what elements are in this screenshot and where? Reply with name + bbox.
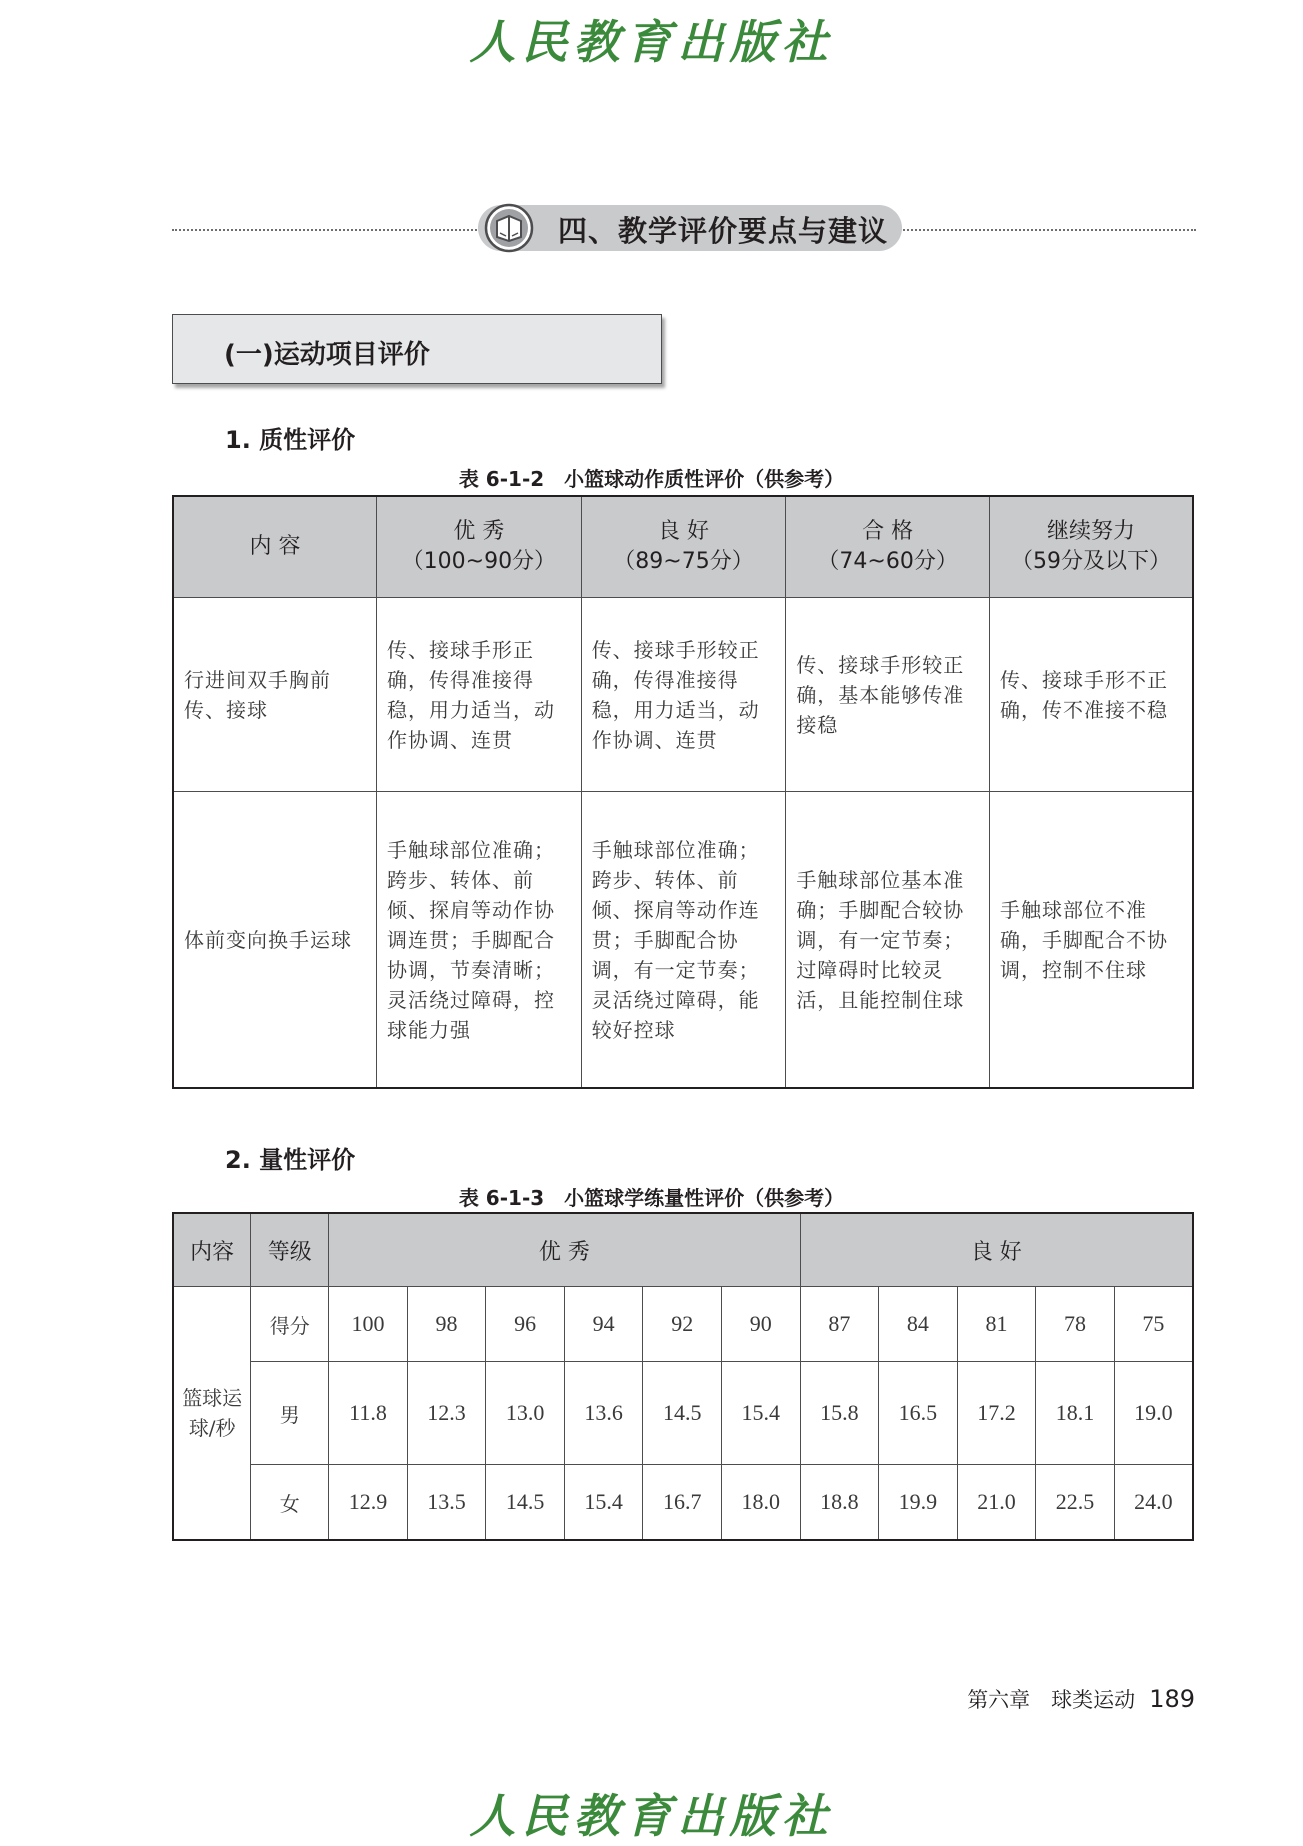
table-cell: 15.4 bbox=[564, 1465, 643, 1541]
table-cell: 21.0 bbox=[957, 1465, 1036, 1541]
header-excellent: 优 秀 （100~90分） bbox=[377, 496, 582, 598]
table-cell: 传、接球手形不正确，传不准接不稳 bbox=[989, 598, 1193, 792]
table-cell: 90 bbox=[722, 1287, 801, 1362]
header-pass: 合 格 （74~60分） bbox=[786, 496, 990, 598]
subsection-title: (一)运动项目评价 bbox=[224, 340, 430, 370]
table-cell: 81 bbox=[957, 1287, 1036, 1362]
score-label: 得分 bbox=[251, 1287, 329, 1362]
female-label: 女 bbox=[251, 1465, 329, 1541]
table-cell: 94 bbox=[564, 1287, 643, 1362]
table-cell: 75 bbox=[1114, 1287, 1193, 1362]
page-footer bbox=[967, 1684, 1195, 1714]
table-cell: 传、接球手形较正确，基本能够传准接稳 bbox=[786, 598, 990, 792]
table-cell: 手触球部位准确；跨步、转体、前倾、探肩等动作协调连贯；手脚配合协调，节奏清晰；灵活绕过障碍，控球能力强 bbox=[377, 792, 582, 1089]
table-cell: 15.4 bbox=[722, 1362, 801, 1465]
header-excellent: 优 秀 bbox=[329, 1213, 800, 1287]
table-cell: 96 bbox=[486, 1287, 565, 1362]
table-cell: 13.0 bbox=[486, 1362, 565, 1465]
table-cell: 18.8 bbox=[800, 1465, 879, 1541]
table-cell: 12.3 bbox=[407, 1362, 486, 1465]
table-cell: 传、接球手形较正确，传得准接得稳，用力适当，动作协调、连贯 bbox=[581, 598, 786, 792]
quantitative-heading: 2. 量性评价 bbox=[225, 1146, 356, 1174]
table-cell: 14.5 bbox=[486, 1465, 565, 1541]
table-cell: 14.5 bbox=[643, 1362, 722, 1465]
table-cell: 87 bbox=[800, 1287, 879, 1362]
section-title: 四、教学评价要点与建议 bbox=[558, 214, 889, 248]
male-row bbox=[173, 1362, 1193, 1465]
header-grade: 等级 bbox=[251, 1213, 329, 1287]
item-label: 篮球运球/秒 bbox=[173, 1287, 251, 1541]
table-cell: 13.5 bbox=[407, 1465, 486, 1541]
page-number: 189 bbox=[1149, 1685, 1195, 1713]
table-cell: 传、接球手形正确，传得准接得稳，用力适当，动作协调、连贯 bbox=[377, 598, 582, 792]
table-cell: 手触球部位不准确，手脚配合不协调，控制不住球 bbox=[989, 792, 1193, 1089]
table-header-row bbox=[173, 1213, 1193, 1287]
table-row bbox=[173, 792, 1193, 1089]
table-cell: 11.8 bbox=[329, 1362, 408, 1465]
table-cell: 行进间双手胸前传、接球 bbox=[173, 598, 377, 792]
table-cell: 手触球部位准确；跨步、转体、前倾、探肩等动作连贯；手脚配合协调，有一定节奏；灵活绕过障碍，能较好控球 bbox=[581, 792, 786, 1089]
qualitative-heading: 1. 质性评价 bbox=[225, 426, 356, 454]
table-cell: 16.5 bbox=[879, 1362, 958, 1465]
publisher-logo-bottom: 人民教育出版社 bbox=[469, 1789, 834, 1843]
table-caption-qualitative: 表 6-1-2 小篮球动作质性评价（供参考） bbox=[458, 467, 845, 491]
header-content: 内 容 bbox=[173, 496, 377, 598]
header-good: 良 好 （89~75分） bbox=[581, 496, 786, 598]
table-cell: 92 bbox=[643, 1287, 722, 1362]
table-cell: 19.9 bbox=[879, 1465, 958, 1541]
book-icon bbox=[484, 203, 534, 253]
table-cell: 78 bbox=[1036, 1287, 1115, 1362]
publisher-logo-top: 人民教育出版社 bbox=[469, 15, 834, 69]
table-cell: 16.7 bbox=[643, 1465, 722, 1541]
table-header-row bbox=[173, 496, 1193, 598]
chapter-label: 第六章 球类运动 bbox=[967, 1688, 1136, 1712]
qualitative-evaluation-table bbox=[172, 495, 1194, 1089]
table-cell: 13.6 bbox=[564, 1362, 643, 1465]
female-row bbox=[173, 1465, 1193, 1541]
header-keep-trying: 继续努力 （59分及以下） bbox=[989, 496, 1193, 598]
header-good: 良 好 bbox=[800, 1213, 1193, 1287]
table-row bbox=[173, 598, 1193, 792]
table-cell: 12.9 bbox=[329, 1465, 408, 1541]
table-cell: 100 bbox=[329, 1287, 408, 1362]
table-cell: 17.2 bbox=[957, 1362, 1036, 1465]
quantitative-evaluation-table bbox=[172, 1212, 1194, 1541]
table-cell: 15.8 bbox=[800, 1362, 879, 1465]
male-label: 男 bbox=[251, 1362, 329, 1465]
score-row bbox=[173, 1287, 1193, 1362]
table-cell: 84 bbox=[879, 1287, 958, 1362]
table-cell: 24.0 bbox=[1114, 1465, 1193, 1541]
table-cell: 22.5 bbox=[1036, 1465, 1115, 1541]
table-cell: 18.0 bbox=[722, 1465, 801, 1541]
table-cell: 手触球部位基本准确；手脚配合较协调，有一定节奏；过障碍时比较灵活，且能控制住球 bbox=[786, 792, 990, 1089]
table-cell: 18.1 bbox=[1036, 1362, 1115, 1465]
header-content: 内容 bbox=[173, 1213, 251, 1287]
table-cell: 体前变向换手运球 bbox=[173, 792, 377, 1089]
table-caption-quantitative: 表 6-1-3 小篮球学练量性评价（供参考） bbox=[458, 1186, 845, 1210]
table-cell: 98 bbox=[407, 1287, 486, 1362]
table-cell: 19.0 bbox=[1114, 1362, 1193, 1465]
